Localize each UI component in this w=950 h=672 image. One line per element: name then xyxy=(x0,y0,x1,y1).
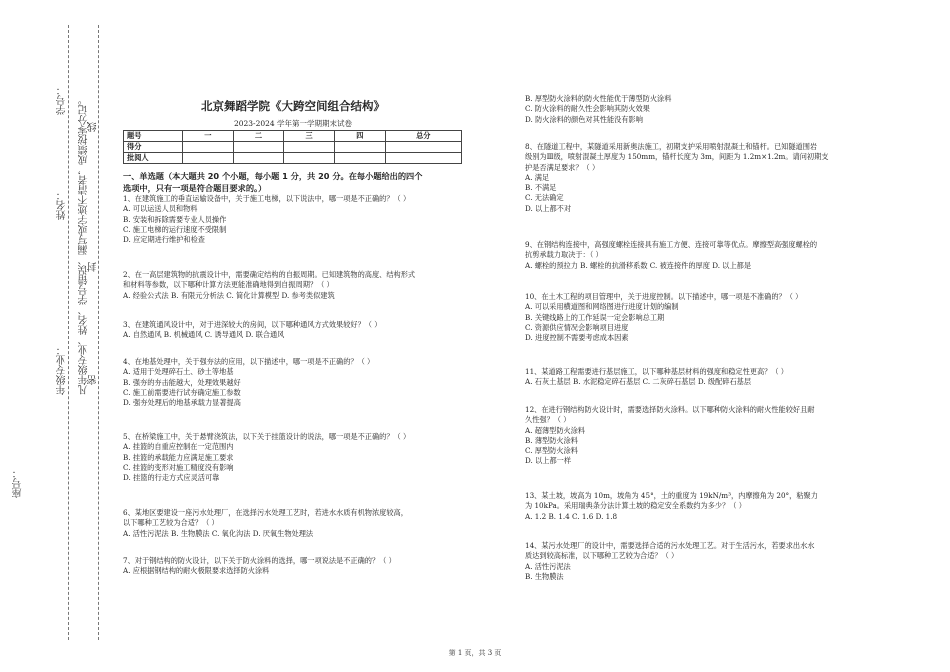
answer-option: B. 不满足 xyxy=(525,183,557,193)
question-stem: 8、在隧道工程中，某隧道采用新奥法施工，初期支护采用喷射混凝土和锚杆。已知隧道围岩 xyxy=(525,142,818,151)
question-stem: 10、在土木工程的项目管理中，关于进度控制。以下描述中，哪一项是不准确的？（ ） xyxy=(525,292,803,301)
question-block xyxy=(525,142,865,214)
score-table-header: 总分 xyxy=(385,131,461,142)
answer-option: D. 强夯处理后的地基承载力显著提高 xyxy=(123,398,241,408)
question-stem: 和材料等参数，以下哪种计算方法更能准确地得到自振周期？（ ） xyxy=(123,280,334,290)
answer-option: D. 以上都不对 xyxy=(525,203,572,213)
answer-option: D. 挂篮的行走方式应灵活可靠 xyxy=(123,473,220,483)
question-stem: 13、某土坡，坡高为 10m，坡角为 45°，土的重度为 19kN/m³，内摩擦角为 20°，粘聚力 xyxy=(525,491,818,500)
section-heading-line: 选项中，只有一项是符合题目要求的。） xyxy=(123,183,267,193)
score-table-header: 题号 xyxy=(124,131,183,142)
answer-option: A. 应根据钢结构的耐火极限要求选择防火涂料 xyxy=(123,566,270,576)
answer-option: A. 活性污泥法 xyxy=(525,561,571,571)
answer-option: A. 活性污泥法 B. 生物膜法 C. 氧化沟法 D. 厌氧生物处理法 xyxy=(123,528,314,538)
score-table-header: 三 xyxy=(284,131,335,142)
question-block xyxy=(525,240,865,271)
answer-option: A. 可以采用横道图和网络图进行进度计划的编制 xyxy=(525,302,679,312)
answer-option: B. 挂篮的承载能力应满足施工要求 xyxy=(123,452,234,462)
name-label: 姓名： xyxy=(57,190,68,220)
question-stem: 11、某道路工程需要进行基层施工，以下哪种基层材料的强度和稳定性更高？（ ） xyxy=(525,367,788,376)
binding-line-inner xyxy=(98,25,99,640)
answer-option: A. 螺栓的预拉力 B. 螺栓的抗滑移系数 C. 被连接件的厚度 D. 以上都是 xyxy=(525,260,752,270)
question-stem: 抗剪承载力取决于：（ ） xyxy=(525,250,603,260)
answer-option: A. 自然通风 B. 机械通风 C. 诱导通风 D. 联合通风 xyxy=(123,330,285,340)
score-table-cell xyxy=(334,153,385,164)
seal-mi: 密 xyxy=(88,375,99,385)
score-table-header: 四 xyxy=(334,131,385,142)
question-block xyxy=(525,367,865,388)
score-table-cell xyxy=(233,153,284,164)
answer-option: D. 以上都一样 xyxy=(525,456,572,466)
exam-title: 北京舞蹈学院《大跨空间组合结构》 xyxy=(201,99,385,113)
question-stem: 1、在建筑施工的垂直运输设备中，关于施工电梯，以下说法中，哪一项是不正确的？（ ） xyxy=(123,194,411,203)
seat-label: 座号： xyxy=(13,468,24,498)
answer-option: A. 石灰土基层 B. 水泥稳定碎石基层 C. 二灰碎石基层 D. 级配碎石基层 xyxy=(525,377,752,387)
question-block xyxy=(123,432,463,483)
question-stem: 3、在建筑通风设计中，对于进深较大的房间，以下哪种通风方式效果较好？（ ） xyxy=(123,320,382,329)
score-table-cell xyxy=(233,142,284,153)
question-block xyxy=(525,292,865,343)
score-table-header-row xyxy=(124,131,462,142)
score-table-header: 二 xyxy=(233,131,284,142)
answer-option: A. 满足 xyxy=(525,172,550,182)
question-block xyxy=(123,270,463,301)
score-table-cell xyxy=(183,153,234,164)
question-stem: 2、在一高层建筑物的抗震设计中，需要确定结构的自振周期。已知建筑物的高度、结构形式 xyxy=(123,270,416,279)
question-block xyxy=(123,320,463,341)
score-table-cell xyxy=(334,142,385,153)
question-block xyxy=(525,94,865,125)
answer-option: B. 厚型防火涂料的防火性能优于薄型防火涂料 xyxy=(525,94,672,103)
answer-option: D. 进度控制不需要考虑成本因素 xyxy=(525,333,629,343)
question-stem: 12、在进行钢结构防火设计时，需要选择防火涂料。以下哪种防火涂料的耐火性能较好且耐 xyxy=(525,405,815,414)
answer-option: A. 超薄型防火涂料 xyxy=(525,425,586,435)
question-block xyxy=(123,556,463,577)
answer-option: D. 防火涂料的颜色对其性能没有影响 xyxy=(525,114,643,124)
notice-text: 凡年级专业、姓名、学号错误、漏写或字迹不清者，成绩按零分记。 xyxy=(79,95,90,395)
score-table-cell: 得分 xyxy=(124,142,183,153)
question-stem: 6、某地区要建设一座污水处理厂，在选择污水处理工艺时，若进水水质有机物浓度较高， xyxy=(123,508,408,517)
question-block xyxy=(123,194,463,245)
answer-option: C. 施工电梯的运行速度不受限制 xyxy=(123,224,227,234)
answer-option: C. 厚型防火涂料 xyxy=(525,446,578,456)
question-stem: 9、在钢结构连接中，高强度螺栓连接具有施工方便、连接可靠等优点。摩擦型高强度螺栓的 xyxy=(525,240,818,249)
answer-option: D. 应定期进行维护和检查 xyxy=(123,235,205,245)
answer-option: B. 关键线路上的工作延误一定会影响总工期 xyxy=(525,312,665,322)
score-table-cell xyxy=(284,153,335,164)
question-block xyxy=(525,541,865,582)
answer-option: B. 生物膜法 xyxy=(525,571,564,581)
page-footer: 第 1 页，共 3 页 xyxy=(448,649,502,657)
question-stem: 7、对于钢结构的防火设计，以下关于防火涂料的选择，哪一项说法是不正确的？（ ） xyxy=(123,556,396,565)
section-heading xyxy=(123,170,463,194)
answer-option: C. 防火涂料的耐久性会影响其防火效果 xyxy=(525,104,650,114)
answer-option: C. 挂篮的变形对施工精度没有影响 xyxy=(123,462,234,472)
binding-line-outer xyxy=(68,25,69,640)
question-stem: 级别为Ⅲ级，喷射混凝土厚度为 150mm，锚杆长度为 3m，间距为 1.2m×1.2m。请问初期支 xyxy=(525,152,829,162)
question-stem: 久性强？（ ） xyxy=(525,415,571,425)
answer-option: C. 施工前需要进行试夯确定施工参数 xyxy=(123,387,241,397)
score-table-cell: 批阅人 xyxy=(124,153,183,164)
score-table-header: 一 xyxy=(183,131,234,142)
answer-option: A. 可以运送人员和物料 xyxy=(123,204,198,214)
score-table-cell xyxy=(183,142,234,153)
question-block xyxy=(525,405,865,467)
answer-option: C. 资源供应情况会影响项目进度 xyxy=(525,322,629,332)
score-table-cell xyxy=(385,142,461,153)
question-block xyxy=(123,357,463,408)
question-stem: 以下哪种工艺较为合适？（ ） xyxy=(123,518,219,528)
answer-option: A. 挂篮的自重应控制在一定范围内 xyxy=(123,442,234,452)
answer-option: B. 强夯的夯击能越大，处理效果越好 xyxy=(123,377,241,387)
score-table xyxy=(123,130,462,164)
question-block xyxy=(525,491,865,522)
question-block xyxy=(123,508,463,539)
answer-option: A. 经验公式法 B. 有限元分析法 C. 简化计算模型 D. 参考类似建筑 xyxy=(123,290,335,300)
seal-feng: 封 xyxy=(88,262,99,272)
answer-option: A. 1.2 B. 1.4 C. 1.6 D. 1.8 xyxy=(525,511,618,521)
score-table-row xyxy=(124,153,462,164)
answer-option: B. 薄型防火涂料 xyxy=(525,435,578,445)
major-label: 年级专业： xyxy=(57,345,68,395)
question-stem: 质达到较高标准，以下哪种工艺较为合适？（ ） xyxy=(525,551,679,561)
score-table-cell xyxy=(284,142,335,153)
question-stem: 5、在桥梁施工中，关于悬臂浇筑法，以下关于挂篮设计的说法，哪一项是不正确的？（ ） xyxy=(123,432,411,441)
score-table-row xyxy=(124,142,462,153)
answer-option: A. 适用于处理碎石土、砂土等地基 xyxy=(123,367,234,377)
section-heading-line: 一、单选题（本大题共 20 个小题，每小题 1 分，共 20 分。在每小题给出的四个 xyxy=(123,171,423,181)
answer-option: C. 无法确定 xyxy=(525,193,564,203)
score-table-cell xyxy=(385,153,461,164)
school-id-label: 学号： xyxy=(57,85,68,115)
exam-subtitle: 2023-2024 学年第一学期期末试卷 xyxy=(233,119,353,128)
question-stem: 14、某污水处理厂的设计中，需要选择合适的污水处理工艺。对于生活污水，若要求出水水 xyxy=(525,541,815,550)
question-stem: 护是否满足要求？（ ） xyxy=(525,162,600,172)
question-stem: 4、在地基处理中，关于强夯法的应用，以下描述中，哪一项是不正确的？（ ） xyxy=(123,357,375,366)
question-stem: 为 10kPa。采用瑞典条分法计算土坡的稳定安全系数约为多少？（ ） xyxy=(525,501,746,511)
seal-xian: 线 xyxy=(88,122,99,132)
answer-option: B. 安装和拆除需要专业人员操作 xyxy=(123,214,227,224)
